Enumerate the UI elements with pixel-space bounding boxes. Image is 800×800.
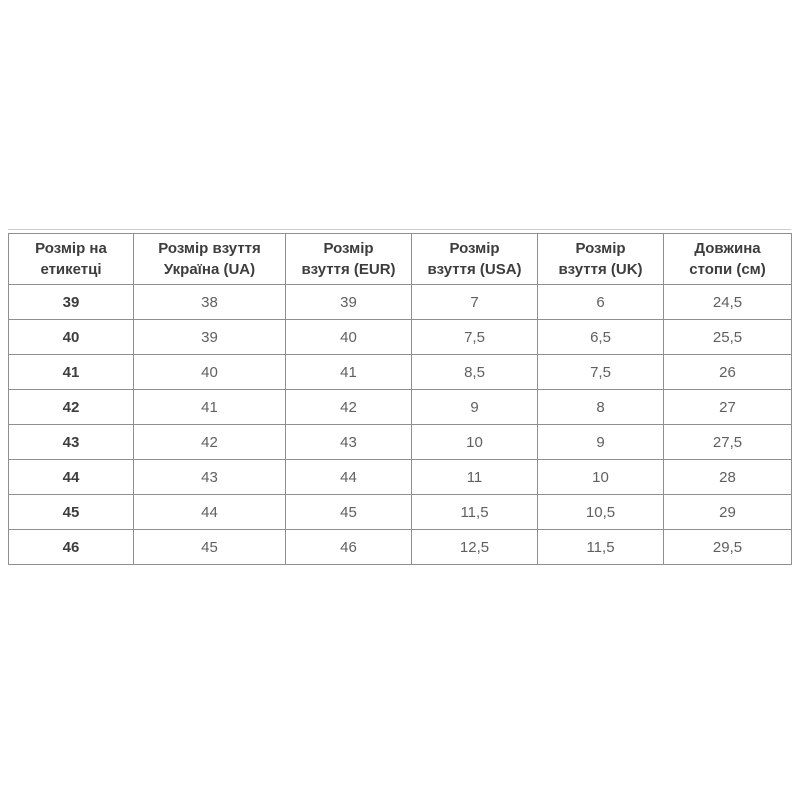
table-cell: 46 [9,530,134,565]
column-header-eur-size [286,234,412,285]
table-cell: 40 [9,320,134,355]
table-cell: 25,5 [664,320,792,355]
size-conversion-table [8,233,792,565]
table-cell: 11 [412,460,538,495]
table-cell: 24,5 [664,285,792,320]
table-cell: 9 [412,390,538,425]
table-row [9,495,792,530]
table-cell: 28 [664,460,792,495]
table-cell: 10 [412,425,538,460]
column-header-usa-size [412,234,538,285]
size-table-section [8,229,791,565]
divider-line [8,229,791,230]
table-cell: 7 [412,285,538,320]
table-cell: 46 [286,530,412,565]
table-cell: 11,5 [538,530,664,565]
table-cell: 41 [286,355,412,390]
table-cell: 41 [9,355,134,390]
table-cell: 27 [664,390,792,425]
table-row [9,460,792,495]
table-cell: 42 [9,390,134,425]
header-line: Довжина [694,240,761,257]
table-cell: 10,5 [538,495,664,530]
header-line: Розмір на [35,240,107,257]
table-cell: 10 [538,460,664,495]
table-cell: 40 [286,320,412,355]
table-cell: 29,5 [664,530,792,565]
table-row [9,530,792,565]
table-cell: 42 [134,425,286,460]
table-cell: 6 [538,285,664,320]
header-row [9,234,792,285]
table-cell: 45 [286,495,412,530]
table-cell: 9 [538,425,664,460]
table-cell: 44 [286,460,412,495]
table-cell: 39 [286,285,412,320]
table-cell: 7,5 [412,320,538,355]
table-cell: 11,5 [412,495,538,530]
table-row [9,320,792,355]
table-cell: 42 [286,390,412,425]
header-line: Розмір [449,240,500,257]
table-cell: 40 [134,355,286,390]
header-line: Розмір взуття [158,240,261,257]
table-cell: 27,5 [664,425,792,460]
column-header-ua-size [134,234,286,285]
column-header-foot-length [664,234,792,285]
table-cell: 44 [9,460,134,495]
header-line: Розмір [323,240,374,257]
table-cell: 45 [134,530,286,565]
header-line: взуття (UK) [558,261,643,278]
table-cell: 44 [134,495,286,530]
table-cell: 39 [134,320,286,355]
header-line: взуття (USA) [427,261,522,278]
table-row [9,390,792,425]
table-cell: 7,5 [538,355,664,390]
table-cell: 12,5 [412,530,538,565]
table-cell: 26 [664,355,792,390]
column-header-label-size [9,234,134,285]
table-cell: 38 [134,285,286,320]
table-cell: 43 [286,425,412,460]
table-cell: 8,5 [412,355,538,390]
table-cell: 43 [9,425,134,460]
table-cell: 41 [134,390,286,425]
header-line: стопи (см) [689,261,766,278]
table-cell: 29 [664,495,792,530]
table-cell: 43 [134,460,286,495]
header-line: взуття (EUR) [301,261,396,278]
table-cell: 8 [538,390,664,425]
header-line: Розмір [575,240,626,257]
table-cell: 39 [9,285,134,320]
table-cell: 6,5 [538,320,664,355]
header-line: етикетці [40,261,102,278]
table-row [9,285,792,320]
table-row [9,425,792,460]
column-header-uk-size [538,234,664,285]
table-row [9,355,792,390]
header-line: Україна (UA) [163,261,256,278]
table-cell: 45 [9,495,134,530]
